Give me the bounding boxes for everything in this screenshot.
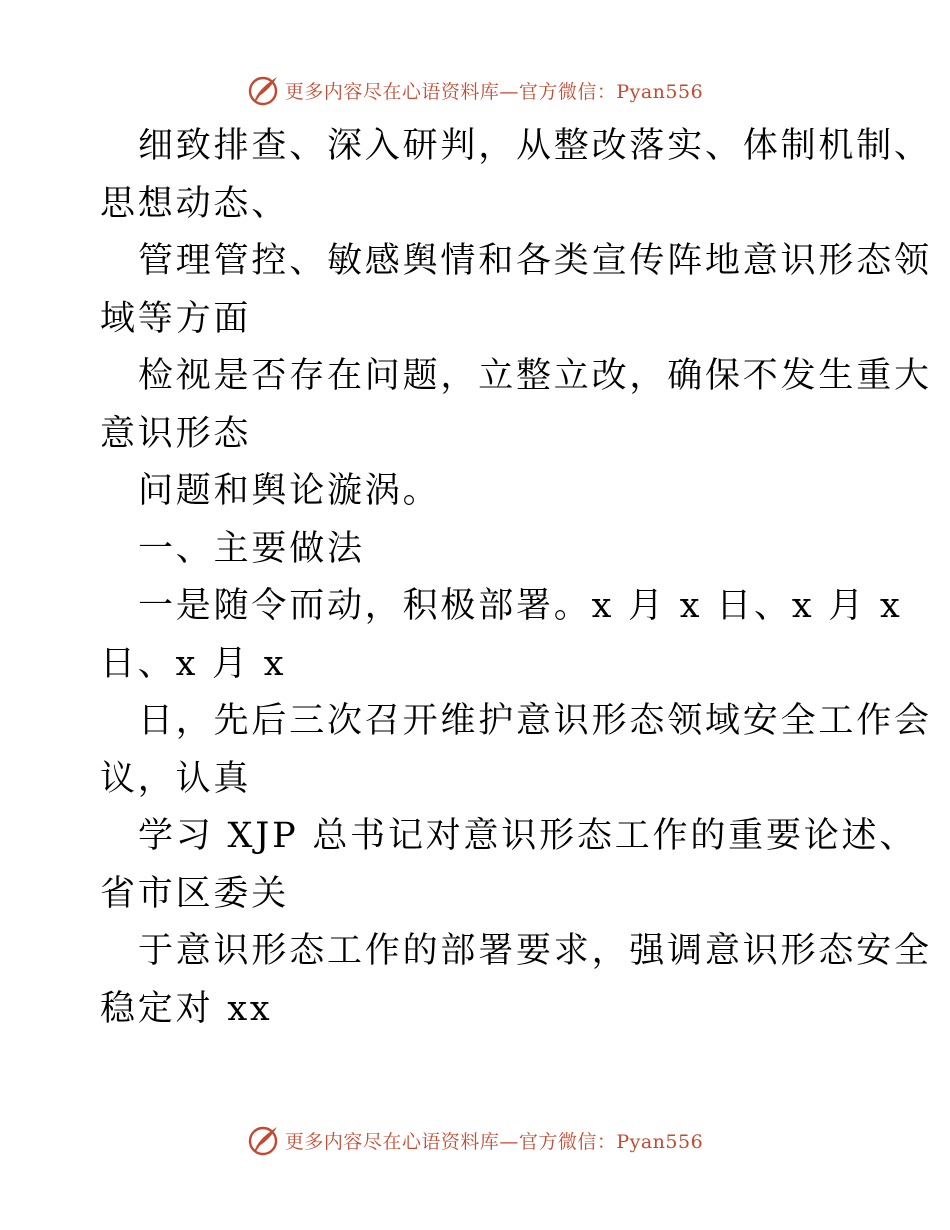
body-line: 一、主要做法 (138, 528, 365, 569)
quill-logo-icon (247, 1123, 281, 1157)
footer-banner (0, 1120, 950, 1160)
body-line: 省市区委关 (100, 873, 290, 914)
body-line: 日，先后三次召开维护意识形态领域安全工作会 (138, 701, 932, 741)
wechat-id: Pyan556 (616, 80, 704, 103)
banner-text (285, 77, 703, 104)
body-line: 域等方面 (100, 298, 252, 339)
body-line: 日、x 月 x (100, 643, 287, 684)
body-line: 问题和舆论漩涡。 (138, 471, 441, 511)
banner-label: 更多内容尽在心语资料库—官方微信： (284, 80, 617, 103)
body-line: 学习 XJP 总书记对意识形态工作的重要论述、 (138, 816, 918, 856)
body-line: 于意识形态工作的部署要求，强调意识形态安全 (138, 931, 932, 971)
body-line: 稳定对 xx (100, 988, 273, 1029)
wechat-id: Pyan556 (616, 1130, 704, 1153)
document-body (100, 118, 932, 1038)
body-line: 思想动态、 (100, 183, 290, 224)
body-line: 细致排查、深入研判，从整改落实、体制机制、 (138, 126, 932, 166)
body-line: 议，认真 (100, 758, 252, 799)
body-line: 一是随令而动，积极部署。x 月 x 日、x 月 x (138, 586, 903, 626)
header-banner (0, 70, 950, 110)
body-line: 检视是否存在问题，立整立改，确保不发生重大 (138, 356, 932, 396)
body-line: 意识形态 (100, 413, 252, 454)
quill-logo-icon (247, 73, 281, 107)
banner-text (285, 1127, 703, 1154)
body-line: 管理管控、敏感舆情和各类宣传阵地意识形态领 (138, 241, 932, 281)
banner-label: 更多内容尽在心语资料库—官方微信： (284, 1130, 617, 1153)
